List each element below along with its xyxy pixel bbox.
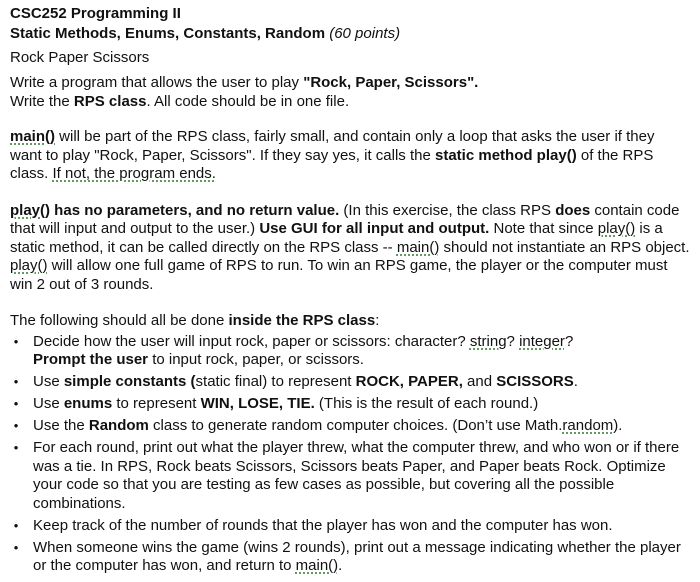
play-signature-note: has no parameters, and no return value. <box>50 201 340 219</box>
scissors-emphasis: SCISSORS <box>496 373 574 390</box>
list-item <box>10 439 690 513</box>
play-method-paragraph <box>10 202 690 295</box>
bullet-icon: • <box>13 539 19 555</box>
list-item <box>10 417 690 436</box>
constants-emphasis: simple constants ( <box>63 373 196 390</box>
play-method-ref: play() <box>10 257 48 274</box>
requirements-intro <box>10 312 700 331</box>
paragraph-text: (In this exercise, the class RPS <box>339 201 556 219</box>
course-title: CSC252 Programming II <box>10 5 181 22</box>
paragraph-text: Note that since <box>489 220 598 237</box>
item-text: Keep track of the number of rounds that the player has won and the computer has won. <box>33 516 613 534</box>
bullet-icon: • <box>13 374 19 389</box>
main-method-ref: main() <box>396 238 440 256</box>
requirements-text: The following should all be done <box>10 312 229 329</box>
bullet-icon: • <box>13 333 19 349</box>
integer-word: integer <box>519 332 565 350</box>
item-text: For each round, print out what the player threw, what the computer threw, and who won or if there was a tie. In RPS, Rock beats Scissors, Scissors beats Paper, and Paper beats Rock. Optimize your code so that you are testing as few cases as possible, but covering all the possible combinations. <box>33 439 680 512</box>
item-text: and <box>462 373 497 390</box>
program-ends-text: If not, the program ends. <box>52 165 216 182</box>
item-text: ). <box>613 417 623 434</box>
assignment-subtitle: Rock Paper Scissors <box>10 49 150 66</box>
paragraph-text: should not instantiate an RPS object. <box>439 238 690 256</box>
paragraph-text: of the RPS class. <box>10 146 654 182</box>
inside-class-emphasis: inside the RPS class <box>228 312 376 329</box>
item-text: Use <box>33 373 64 390</box>
static-play-label: static method play() <box>435 146 577 164</box>
list-item <box>10 373 690 392</box>
main-method-paragraph <box>10 128 690 184</box>
intro-text: . All code should be in one file. <box>146 92 350 110</box>
random-method-word: random <box>562 417 614 434</box>
random-class-emphasis: Random <box>88 417 149 434</box>
bullet-icon: • <box>13 517 19 533</box>
does-emphasis: does <box>555 201 591 219</box>
main-method-ref: main() <box>295 557 339 574</box>
rps-class-label: RPS class <box>73 92 147 110</box>
item-text: . <box>573 373 578 390</box>
result-values-emphasis: WIN, LOSE, TIE. <box>200 395 315 412</box>
bullet-icon: • <box>13 440 19 455</box>
paragraph-text: will allow one full game of RPS to run. To win an RPS game, the player or the computer must win 2 out of 3 rounds. <box>10 257 668 293</box>
topic-heading <box>10 24 700 44</box>
list-item <box>10 395 690 414</box>
intro-text: Write a program that allows the user to play <box>10 74 304 91</box>
item-text: . <box>338 557 343 574</box>
bullet-icon: • <box>13 396 19 411</box>
item-text: Use <box>33 395 64 412</box>
item-text: Decide how the user will input rock, paper or scissors: character? <box>33 332 470 350</box>
gui-requirement: Use GUI for all input and output. <box>259 220 490 237</box>
enums-emphasis: enums <box>63 395 113 412</box>
game-name: "Rock, Paper, Scissors". <box>303 74 479 91</box>
course-heading <box>10 4 700 24</box>
main-method-name: main() <box>10 128 55 145</box>
rock-paper-emphasis: ROCK, PAPER, <box>355 373 463 390</box>
item-text: When someone wins the game (wins 2 rounds), print out a message indicating whether the player or the computer has won, and return to <box>33 538 681 574</box>
list-item <box>10 333 690 370</box>
paragraph-text: contain code that will input and output to the user.) <box>10 201 680 237</box>
item-text: Use the <box>33 417 89 434</box>
item-text: ? <box>564 332 574 350</box>
paragraph-text: will be part of the RPS class, fairly small, and contain only a loop that asks the user if they want to play "Rock, Paper, Scissors". If they say yes, it calls the <box>10 128 655 164</box>
intro-paragraph <box>10 74 690 111</box>
play-method-ref: play() <box>597 220 636 237</box>
list-item <box>10 539 690 576</box>
bullet-icon: • <box>13 418 19 433</box>
item-text: class to generate random computer choices. (Don’t use Math. <box>148 417 563 434</box>
item-text: static final) to represent <box>195 373 356 390</box>
topic-title: Static Methods, Enums, Constants, Random <box>10 25 326 42</box>
item-text: ? <box>506 332 520 350</box>
requirements-text: : <box>375 312 380 329</box>
points-label: (60 points) <box>329 25 401 42</box>
item-text: to represent <box>112 395 201 412</box>
play-method-name: play() <box>10 201 51 219</box>
item-text: to input rock, paper, or scissors. <box>148 351 364 368</box>
intro-text: Write the <box>10 92 74 110</box>
string-word: string <box>469 332 507 350</box>
prompt-user-emphasis: Prompt the user <box>33 351 149 368</box>
item-text: (This is the result of each round.) <box>314 395 539 412</box>
requirements-list <box>10 333 690 576</box>
paragraph-text: is a static method, it can be called directly on the RPS class -- <box>10 220 663 256</box>
list-item <box>10 517 690 536</box>
